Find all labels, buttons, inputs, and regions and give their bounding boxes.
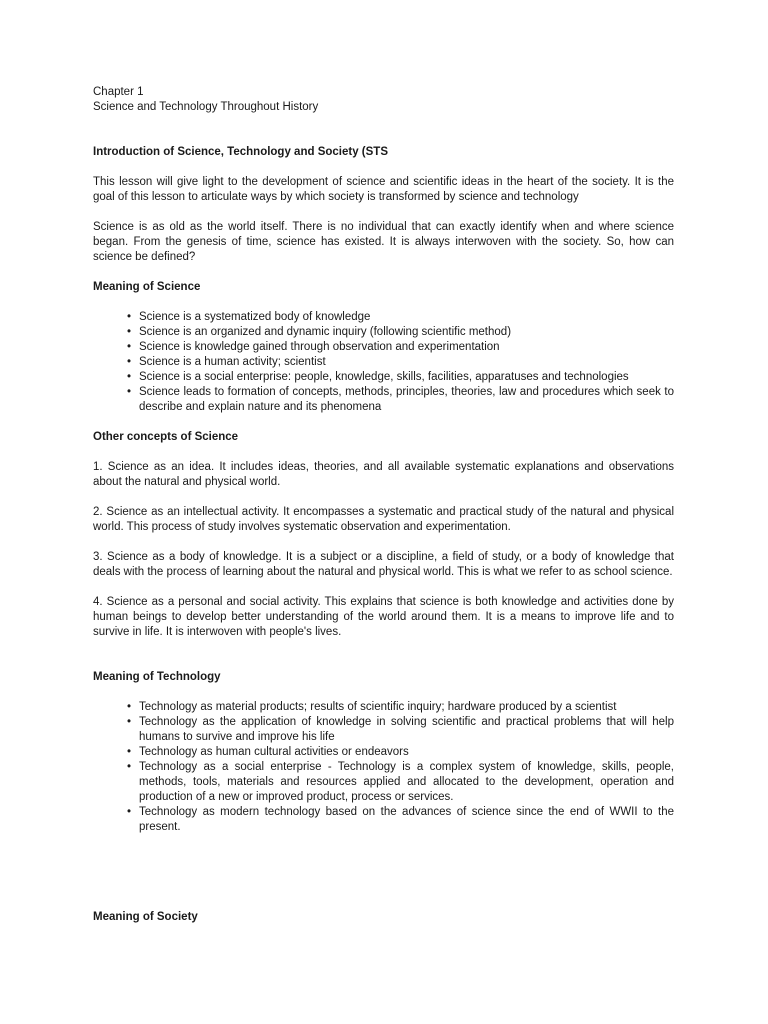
chapter-label: Chapter 1 (93, 86, 144, 98)
list-item: • Science is a human activity; scientist (93, 355, 674, 370)
concept-paragraph-4: 4. Science as a personal and social activity. This explains that science is both knowledge and activities done by human beings to develop better understanding of the world around them. It is a means to improve life and to survive in life. It is interwoven with people's lives. (93, 596, 674, 638)
other-concepts-heading: Other concepts of Science (93, 431, 239, 443)
document-page (93, 85, 674, 925)
list-item: • Technology as material products; results of scientific inquiry; hardware produced by a scientist (93, 700, 674, 715)
science-meaning-list (93, 310, 674, 415)
list-item: • Technology as a social enterprise - Technology is a complex system of knowledge, skills, people, methods, tools, materials and resources applied and allocated to the development, operation and production of a new or improved product, process or services. (93, 760, 674, 805)
concept-paragraph-1: 1. Science as an idea. It includes ideas, theories, and all available systematic explanations and observations about the natural and physical world. (93, 461, 674, 488)
list-item: • Science leads to formation of concepts, methods, principles, theories, law and procedures which seek to describe and explain nature and its phenomena (93, 385, 674, 415)
list-item: • Science is an organized and dynamic inquiry (following scientific method) (93, 325, 674, 340)
meaning-of-science-heading: Meaning of Science (93, 281, 201, 293)
concept-paragraph-2: 2. Science as an intellectual activity. It encompasses a systematic and practical study of the natural and physical world. This process of study involves systematic observation and experimentation. (93, 506, 674, 533)
list-item: • Technology as the application of knowledge in solving scientific and practical problems that will help humans to survive and improve his life (93, 715, 674, 745)
concept-paragraph-3: 3. Science as a body of knowledge. It is a subject or a discipline, a field of study, or a body of knowledge that deals with the process of learning about the natural and physical world. This is what we refer to as school science. (93, 551, 674, 578)
list-item: • Science is a social enterprise: people, knowledge, skills, facilities, apparatuses and technologies (93, 370, 674, 385)
list-item: • Science is a systematized body of knowledge (93, 310, 674, 325)
intro-paragraph-2: Science is as old as the world itself. There is no individual that can exactly identify when and where science began. From the genesis of time, science has existed. It is always interwoven with the society. So, how can science be defined? (93, 221, 674, 263)
list-item: • Technology as human cultural activities or endeavors (93, 745, 674, 760)
technology-meaning-list (93, 700, 674, 835)
list-item: • Science is knowledge gained through observation and experimentation (93, 340, 674, 355)
list-item: • Technology as modern technology based on the advances of science since the end of WWII to the present. (93, 805, 674, 835)
chapter-title: Science and Technology Throughout History (93, 101, 319, 113)
meaning-of-society-heading: Meaning of Society (93, 911, 198, 923)
intro-heading: Introduction of Science, Technology and Society (STS (93, 146, 388, 158)
intro-paragraph-1: This lesson will give light to the development of science and scientific ideas in the heart of the society. It is the goal of this lesson to articulate ways by which society is transformed by science and technology (93, 176, 674, 203)
meaning-of-technology-heading: Meaning of Technology (93, 671, 221, 683)
